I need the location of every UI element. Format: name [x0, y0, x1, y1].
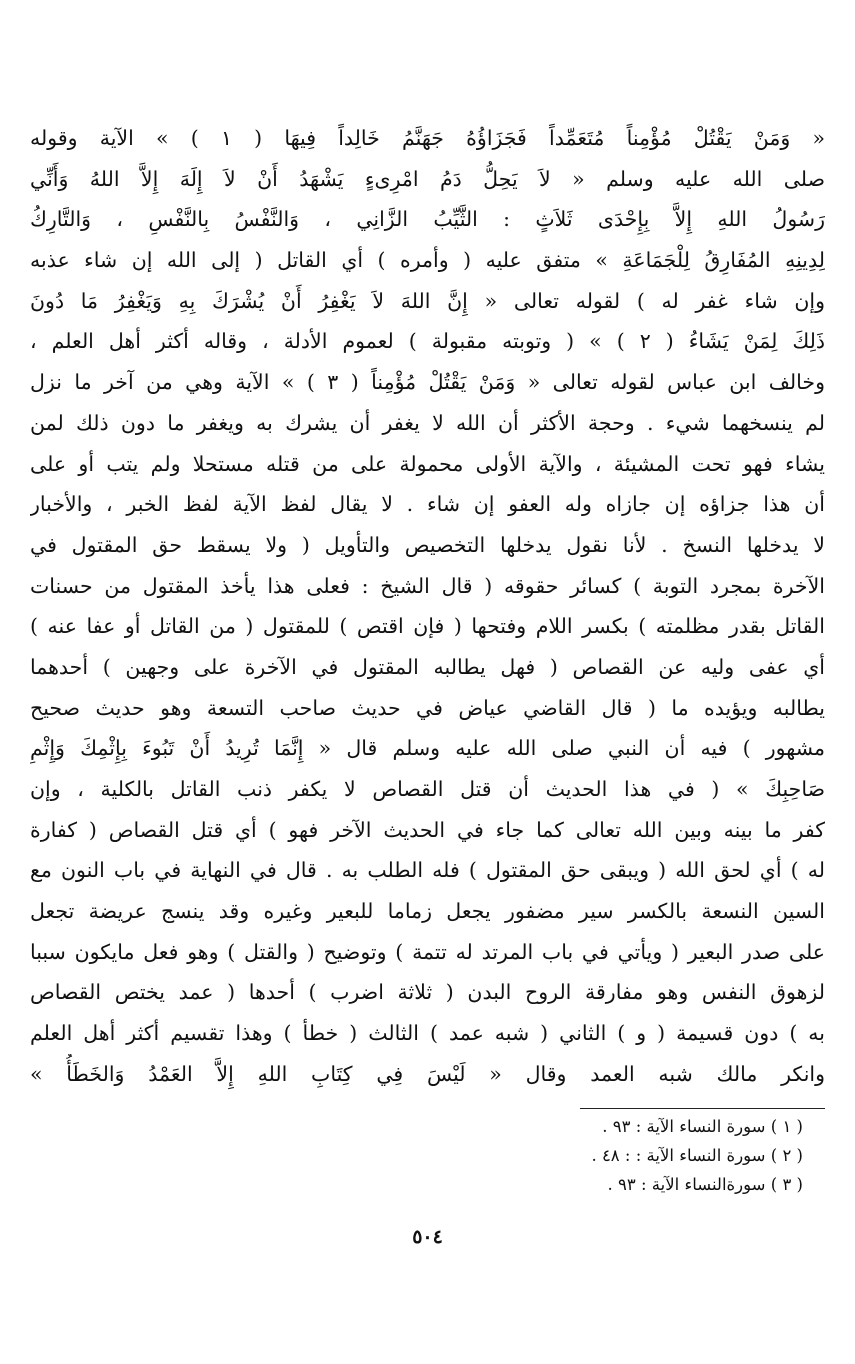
- text-line: ذَلِكَ لِمَنْ يَشَاءُ ( ٢ ) » ( وتوبته مقبولة ) لعموم الأدلة ، وقاله أكثر أهل العلم ،: [30, 329, 825, 354]
- text-line: السين النسعة بالكسر سير مضفور يجعل زماما للبعير وغيره وقد ينسج عريضة تجعل: [30, 899, 825, 924]
- text-line: لِدِينِهِ المُفَارِقُ لِلْجَمَاعَةِ » متفق عليه ( وأمره ) أي القاتل ( إلى الله إن شاء عذبه: [30, 248, 825, 273]
- text-line: لم ينسخهما شيء . وحجة الأكثر أن الله لا يغفر أن يشرك به ويغفر ما دون ذلك لمن: [30, 410, 825, 435]
- text-line: يطالبه ويؤيده ما ( قال القاضي عياض في حديث صاحب التسعة وهو حديث صحيح: [30, 695, 825, 720]
- text-line: صَاحِبِكَ » ( في هذا الحديث أن قتل القصاص لا يكفر ذنب القاتل بالكلية ، وإن: [30, 777, 825, 801]
- text-line: القاتل بقدر مظلمته ) بكسر اللام وفتحها ( فإن اقتص ) للمقتول ( من القاتل أو عفا عنه ): [30, 614, 825, 639]
- body-text: [30, 118, 825, 1095]
- text-line: وخالف ابن عباس لقوله تعالى « وَمَنْ يَقْتُلْ مُؤْمِناً ( ٣ ) » الآية وهي من آخر ما نزل: [30, 370, 825, 395]
- text-line: مشهور ) فيه أن النبي صلى الله عليه وسلم قال « إِنَّمَا تُرِيدُ أَنْ تَبُوءَ بِإِثْمِكَ وَإِثْمِ: [30, 736, 825, 761]
- page-body: [30, 118, 825, 1095]
- text-line: الآخرة بمجرد التوبة ) كسائر حقوقه ( قال الشيخ : فعلى هذا يأخذ المقتول من حسنات: [30, 573, 825, 598]
- footnote-1: ( ١ ) سورة النساء الآية : ٩٣ .: [602, 1117, 803, 1136]
- text-line: لزهوق النفس وهو مفارقة الروح البدن ( ثلاثة اضرب ) أحدها ( عمد يختص القصاص: [30, 980, 825, 1005]
- text-line: يشاء فهو تحت المشيئة ، والآية الأولى محمولة على من قتله مستحلا ولم يتب أو على: [30, 451, 825, 476]
- text-line: وإن شاء غفر له ) لقوله تعالى « إِنَّ اللهَ لاَ يَغْفِرُ أَنْ يُشْرَكَ بِهِ وَيَغْفِرُ مَا دُونَ: [30, 288, 825, 313]
- text-line: على صدر البعير ( ويأتي في باب المرتد له تتمة ) وتوضيح ( والقتل ) وهو فعل مايكون سببا: [30, 939, 825, 964]
- footnote-2: ( ٢ ) سورة النساء الآية : : ٤٨ .: [591, 1146, 803, 1165]
- text-line: وانكر مالك شبه العمد وقال « لَيْسَ فِي كِتَابِ اللهِ إِلاَّ العَمْدُ وَالخَطَأُ »: [30, 1061, 825, 1086]
- text-line: أن هذا جزاؤه إن جازاه وله العفو إن شاء . لا يقال لفظ الآية لفظ الخبر ، والأخبار: [30, 492, 825, 517]
- page-number: ٥٠٤: [412, 1226, 443, 1248]
- text-line: له ) أي لحق الله ( ويبقى حق المقتول ) فله الطلب به . قال في النهاية في باب النون مع: [30, 858, 825, 883]
- text-line: رَسُولُ اللهِ إِلاَّ بِإِحْدَى ثَلاَثٍ : الثَّيِّبُ الزَّانِي ، وَالنَّفْسُ بِالنَّفْسِ ، وَالتَّارِكُ: [30, 207, 825, 232]
- text-line: به ) دون قسيمة ( و ) الثاني ( شبه عمد ) الثالث ( خطأ ) وهذا تقسيم أكثر أهل العلم: [30, 1021, 825, 1046]
- text-line: كفر ما بينه وبين الله تعالى كما جاء في الحديث الآخر فهو ) أي قتل القصاص ( كفارة: [30, 817, 825, 842]
- footnote-divider: [580, 1108, 825, 1109]
- footnote-3: ( ٣ ) سورةالنساء الآية : ٩٣ .: [607, 1175, 803, 1194]
- text-line: « وَمَنْ يَقْتُلْ مُؤْمِناً مُتَعَمِّداً فَجَزَاؤُهُ جَهَنَّمُ خَالِداً فِيهَا ( ١ ) » الآية وقوله: [30, 126, 825, 150]
- text-line: أي عفى وليه عن القصاص ( فهل يطالبه المقتول في الآخرة على وجهين ) أحدهما: [30, 654, 825, 679]
- text-line: صلى الله عليه وسلم « لاَ يَحِلُّ دَمُ امْرِىءٍ يَشْهَدُ أَنْ لاَ إِلَهَ إِلاَّ اللهُ وَأَنِّي: [30, 166, 825, 191]
- footnotes: [383, 1112, 803, 1199]
- text-line: لا يدخلها النسخ . لأنا نقول يدخلها التخصيص والتأويل ( ولا يسقط حق المقتول في: [30, 532, 825, 557]
